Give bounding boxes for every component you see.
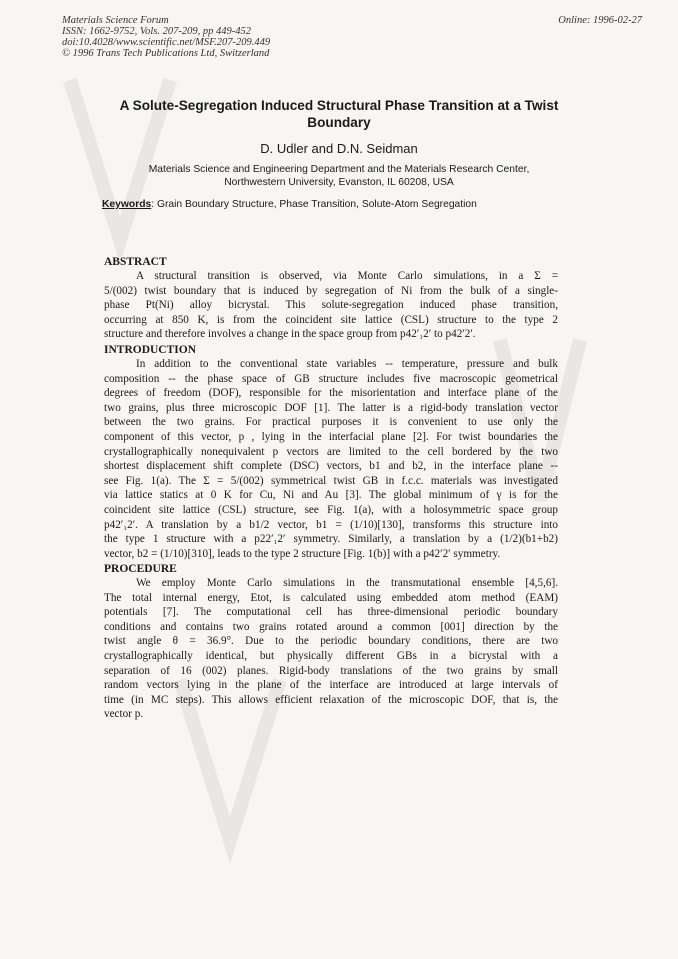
abstract-section [104,255,558,342]
introduction-line: crystallographically nonequivalent p vectors are limited to the cell bordered by the two [104,445,558,458]
introduction-line: degrees of freedom (DOF), responsible for the misorientation and interface plane of the [104,387,558,400]
abstract-line: 5/(002) twist boundary that is induced by segregation of Ni from the bulk of a single- [104,284,558,297]
introduction-line: two grains, plus three microscopic DOF [1]. The latter is a rigid-body translation vector [104,401,558,414]
journal-name: Materials Science Forum [62,15,169,26]
procedure-line: twist angle θ = 36.9°. Due to the periodic boundary conditions, there are two [104,635,558,648]
introduction-line: coincident site lattice (CSL) structure, see Fig. 1(a), with a holosymmetric space group [104,503,558,516]
introduction-heading: INTRODUCTION [104,344,197,356]
publication-info [62,15,270,59]
procedure-text [104,576,558,722]
introduction-line: composition -- the phase space of GB structure includes five macroscopic geometrical [104,372,558,385]
procedure-line: separation of 16 (002) planes. Rigid-body translations of the two grains by small [104,664,558,677]
introduction-line: the type 1 structure with a p22′₁2′ symmetry. Similarly, a translation by a (1/2)(b1+b2) [104,533,558,546]
keywords [102,199,477,210]
introduction-line: between the two grains. For practical purposes it is convenient to use only the [104,416,558,429]
introduction-line: In addition to the conventional state variables -- temperature, pressure and bulk [136,358,558,370]
online-date: Online: 1996-02-27 [558,15,642,26]
introduction-line: vector, b2 = (1/10)[310], leads to the type 2 structure [Fig. 1(b)] with a p42′2′ symmetry. [104,547,501,560]
abstract-line: occurring at 850 K, is from the coincident site lattice (CSL) structure to the type 2 [104,313,558,326]
abstract-line: structure and therefore involves a change in the space group from p42′₁2′ to p42′2′. [104,328,476,341]
issn-line: ISSN: 1662-9752, Vols. 207-209, pp 449-452 [62,26,251,37]
procedure-line: The total internal energy, Etot, is calculated using embedded atom method (EAM) [104,591,558,604]
procedure-line: We employ Monte Carlo simulations in the transmutational ensemble [4,5,6]. [136,577,558,589]
procedure-line: random vectors lying in the plane of the interface are introduced at large intervals of [104,679,558,692]
procedure-line: potentials [7]. The computational cell has three-dimensional periodic boundary [104,606,558,619]
keywords-text: : Grain Boundary Structure, Phase Transition, Solute-Atom Segregation [151,199,477,210]
procedure-section [104,562,558,722]
keywords-label: Keywords [102,199,152,210]
paper-authors: D. Udler and D.N. Seidman [260,141,418,156]
introduction-text [104,357,558,561]
introduction-line: see Fig. 1(a). The Σ = 5/(002) symmetrical twist GB in f.c.c. materials was investigated [104,474,558,487]
procedure-line: crystallographically identical, but physically different GBs in a bicrystal with a [104,649,558,662]
procedure-heading: PROCEDURE [104,563,177,575]
introduction-line: p42′₁2′. A translation by a b1/2 vector, b1 = (1/10)[130], transforms this structure into [104,518,558,531]
introduction-line: shortest displacement shift complete (DSC) vectors, b1 and b2, in the interface plane -- [104,460,558,473]
abstract-heading: ABSTRACT [104,256,167,268]
abstract-line: phase Pt(Ni) alloy bicrystal. This solute-segregation induced phase transition, [104,299,558,312]
affiliation [100,163,578,189]
procedure-line: vector p. [104,708,144,721]
affiliation-line-2: Northwestern University, Evanston, IL 60208, USA [224,177,454,188]
abstract-line: A structural transition is observed, via Monte Carlo simulations, in a Σ = [136,270,558,282]
paper-title: A Solute-Segregation Induced Structural Phase Transition at a Twist Boundary [119,98,559,130]
introduction-section [104,343,558,561]
introduction-line: component of this vector, p , lying in the interfacial plane [2]. For twist boundaries the [104,430,558,443]
procedure-line: time (in MC steps). This allows efficient relaxation of the microscopic DOF, that is, the [104,693,558,706]
affiliation-line-1: Materials Science and Engineering Department and the Materials Research Center, [148,164,530,175]
copyright-line: © 1996 Trans Tech Publications Ltd, Switzerland [62,48,270,59]
introduction-line: via lattice statics at 0 K for Cu, Ni and Au [3]. The global minimum of γ is for the [104,489,558,502]
doi-line: doi:10.4028/www.scientific.net/MSF.207-209.449 [62,37,271,48]
procedure-line: conditions and contains two grains rotated around a common [001] direction by the [104,620,558,633]
abstract-text [104,269,558,342]
